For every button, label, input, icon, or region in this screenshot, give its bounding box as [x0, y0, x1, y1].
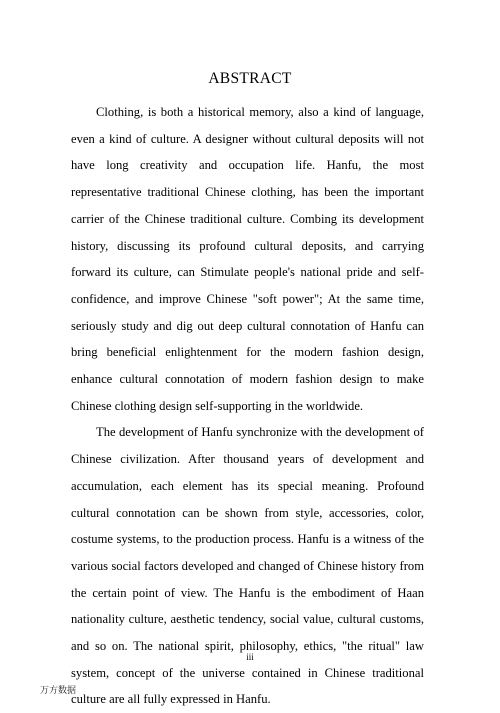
source-watermark: 万方数据: [40, 686, 77, 696]
abstract-paragraph-2: The development of Hanfu synchronize with the development of Chinese civilization. After thousand years of development and accumulation, each element has its special meaning. Profound cultural connotation can be shown from style, accessories, color, costume systems, to the production process. Hanfu is a witness of the various social factors developed and changed of Chinese history from the certain point of view. The Hanfu is the embodiment of Haan nationality culture, aesthetic tendency, social value, cultural customs, and so on. The national spirit, philosophy, ethics, "the ritual" law system, concept of the universe contained in Chinese traditional culture are all fully expressed in Hanfu.: [71, 425, 424, 707]
abstract-paragraph-1: Clothing, is both a historical memory, also a kind of language, even a kind of culture. A designer without cultural deposits will not have long creativity and occupation life. Hanfu, the most representative traditional Chinese clothing, has been the important carrier of the Chinese traditional culture. Combing its development history, discussing its profound cultural deposits, and carrying forward its culture, can Stimulate people's national pride and self-confidence, and improve Chinese "soft power"; At the same time, seriously study and dig out deep cultural connotation of Hanfu can bring beneficial enlightenment for the modern fashion design, enhance cultural connotation of modern fashion design to make Chinese clothing design self-supporting in the worldwide.: [71, 105, 424, 413]
abstract-heading: ABSTRACT: [208, 70, 292, 87]
abstract-body: [71, 99, 424, 713]
page-number: iii: [246, 652, 254, 662]
